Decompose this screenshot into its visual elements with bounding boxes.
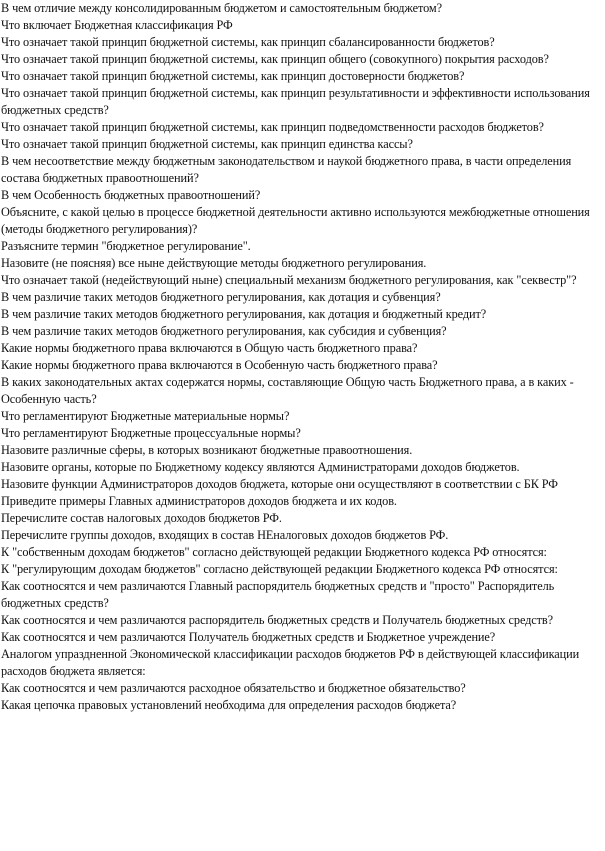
question-line: К "собственным доходам бюджетов" согласно действующей редакции Бюджетного кодекса РФ относятся: (1, 545, 547, 559)
question-line: Как соотносятся и чем различаются распорядитель бюджетных средств и Получатель бюджетных средств? (1, 613, 553, 627)
question-line: В чем различие таких методов бюджетного регулирования, как субсидия и субвенция? (1, 324, 447, 338)
question-line: Приведите примеры Главных администраторов доходов бюджета и их кодов. (1, 494, 397, 508)
question-line: Что регламентируют Бюджетные процессуальные нормы? (1, 426, 301, 440)
question-line: Разъясните термин "бюджетное регулирование". (1, 239, 251, 253)
question-line: В чем отличие между консолидированным бюджетом и самостоятельным бюджетом? (1, 1, 442, 15)
question-line: Как соотносятся и чем различаются Получатель бюджетных средств и Бюджетное учреждение? (1, 630, 496, 644)
question-line: Назовите функции Администраторов доходов бюджета, которые они осуществляют в соответствии с БК РФ (1, 477, 558, 491)
question-line: В каких законодательных актах содержатся нормы, составляющие Общую часть Бюджетного права, а в каких - Особенную часть? (1, 375, 574, 406)
question-line: Какие нормы бюджетного права включаются в Особенную часть бюджетного права? (1, 358, 438, 372)
question-line: Что включает Бюджетная классификация РФ (1, 18, 233, 32)
question-line: В чем различие таких методов бюджетного регулирования, как дотация и субвенция? (1, 290, 441, 304)
question-line: Как соотносятся и чем различаются расходное обязательство и бюджетное обязательство? (1, 681, 466, 695)
question-line: Что означает такой принцип бюджетной системы, как принцип единства кассы? (1, 137, 413, 151)
question-line: Перечислите состав налоговых доходов бюджетов РФ. (1, 511, 282, 525)
question-line: Что означает такой принцип бюджетной системы, как принцип сбалансированности бюджетов? (1, 35, 495, 49)
question-line: Аналогом упраздненной Экономической классификации расходов бюджетов РФ в действующей классификации расходов бюджета является: (1, 647, 580, 678)
question-line: В чем Особенность бюджетных правоотношений? (1, 188, 261, 202)
question-line: Перечислите группы доходов, входящих в состав НЕналоговых доходов бюджетов РФ. (1, 528, 449, 542)
question-line: Что означает такой принцип бюджетной системы, как принцип результативности и эффективности использования бюджетных средств? (1, 86, 590, 117)
question-line: Что означает такой принцип бюджетной системы, как принцип подведомственности расходов бюджетов? (1, 120, 544, 134)
question-line: Что означает такой принцип бюджетной системы, как принцип достоверности бюджетов? (1, 69, 465, 83)
question-line: Назовите органы, которые по Бюджетному кодексу являются Администраторами доходов бюджетов. (1, 460, 520, 474)
question-line: Объясните, с какой целью в процессе бюджетной деятельности активно используются межбюджетные отношения (методы бюджетного регулирования)? (1, 205, 590, 236)
question-line: К "регулирующим доходам бюджетов" согласно действующей редакции Бюджетного кодекса РФ относятся: (1, 562, 558, 576)
question-line: Какие нормы бюджетного права включаются в Общую часть бюджетного права? (1, 341, 418, 355)
question-line: Назовите различные сферы, в которых возникают бюджетные правоотношения. (1, 443, 413, 457)
question-line: В чем различие таких методов бюджетного регулирования, как дотация и бюджетный кредит? (1, 307, 487, 321)
question-line: Что регламентируют Бюджетные материальные нормы? (1, 409, 290, 423)
question-line: Назовите (не поясняя) все ныне действующие методы бюджетного регулирования. (1, 256, 427, 270)
question-line: Что означает такой принцип бюджетной системы, как принцип общего (совокупного) покрытия расходов? (1, 52, 549, 66)
question-line: Что означает такой (недействующий ныне) специальный механизм бюджетного регулирования, как "секвестр"? (1, 273, 577, 287)
question-line: Как соотносятся и чем различаются Главный распорядитель бюджетных средств и "просто" Распорядитель бюджетных средств? (1, 579, 555, 610)
question-line: В чем несоответствие между бюджетным законодательством и наукой бюджетного права, в части определения состава бюджетных правоотношений? (1, 154, 572, 185)
question-line: Какая цепочка правовых установлений необходима для определения расходов бюджета? (1, 698, 457, 712)
